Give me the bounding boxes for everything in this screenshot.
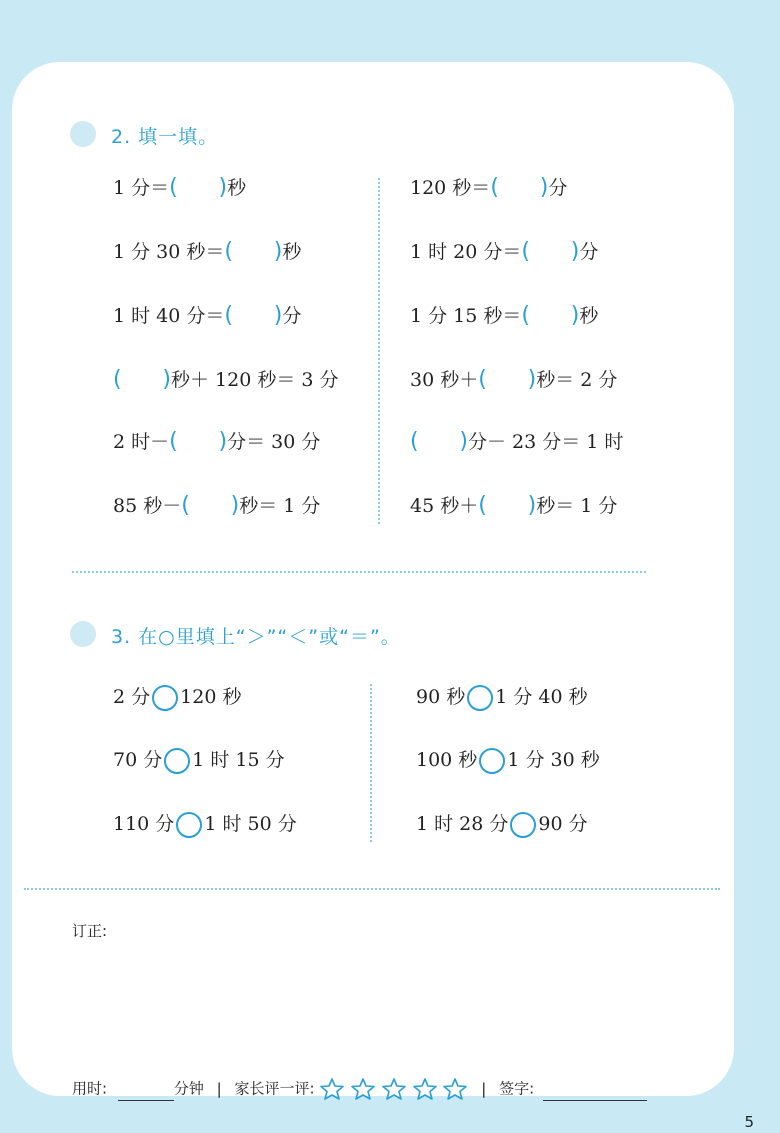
s2-right-6-pre: 45 秒＋ [410,495,479,517]
answer-blank[interactable]: ( ) [478,367,537,392]
answer-blank[interactable]: ( ) [521,239,580,264]
correction-label: 订正: [72,922,108,940]
compare-circle[interactable] [479,748,505,774]
answer-blank[interactable]: ( ) [478,493,537,518]
answer-blank[interactable]: ( ) [113,367,171,392]
compare-circle[interactable] [164,748,190,774]
signature-label: 签字: [499,1079,535,1098]
answer-blank[interactable]: ( ) [490,175,549,200]
s2-left-row-6 [113,492,320,520]
answer-blank[interactable]: ( ) [521,303,580,328]
s2-left-row-2 [113,238,301,266]
s2-right-row-1 [410,174,567,202]
time-unit: 分钟 [173,1079,204,1098]
signature-input[interactable] [543,1084,647,1101]
section-2-title: 2. 填一填。 [111,126,219,148]
s2-left-1-pre: 1 分＝ [113,177,170,199]
s3-right-2-post: 1 分 30 秒 [507,749,600,771]
s2-right-row-4 [410,366,617,394]
time-input[interactable] [118,1084,174,1101]
section-3-divider [370,684,372,842]
answer-blank[interactable]: ( ) [224,303,283,328]
s3-right-1-pre: 90 秒 [416,686,466,708]
star-icon[interactable] [381,1077,407,1101]
s2-right-row-3 [410,302,598,330]
s3-left-row-1 [113,683,241,711]
s2-right-1-post: 分 [548,177,568,199]
s2-left-6-post: 秒＝ 1 分 [239,495,321,517]
parent-rating-label: 家长评一评: [234,1079,315,1098]
section-2-divider [378,178,380,524]
star-icon[interactable] [350,1077,376,1101]
time-label: 用时: [72,1079,108,1098]
answer-blank[interactable]: ( ) [169,429,228,454]
footer-bar [72,1077,647,1101]
answer-blank[interactable]: ( ) [169,175,228,200]
s2-right-row-6 [410,492,617,520]
s3-left-2-pre: 70 分 [113,749,163,771]
page-number: 5 [744,1113,754,1131]
section-2-bullet [70,121,96,147]
s2-right-2-post: 分 [579,241,599,263]
s3-left-row-2 [113,746,285,774]
compare-circle[interactable] [176,812,202,838]
compare-circle[interactable] [467,685,493,711]
correction-separator [24,888,720,890]
section-3-title: 3. 在○里填上“＞”“＜”或“＝”。 [111,626,401,648]
s3-left-2-post: 1 时 15 分 [192,749,285,771]
star-icon[interactable] [319,1077,345,1101]
s3-right-2-pre: 100 秒 [416,749,478,771]
s3-right-row-1 [416,683,588,711]
s2-right-2-pre: 1 时 20 分＝ [410,241,522,263]
section-separator [72,571,646,573]
s2-left-5-pre: 2 时－ [113,431,170,453]
s3-right-row-2 [416,746,600,774]
answer-blank[interactable]: ( ) [181,493,240,518]
s3-left-1-post: 120 秒 [180,686,242,708]
s3-right-3-post: 90 分 [538,813,588,835]
s2-left-4-post: 秒＋ 120 秒＝ 3 分 [171,369,339,391]
s2-left-5-post: 分＝ 30 分 [227,431,321,453]
s2-left-6-pre: 85 秒－ [113,495,182,517]
s2-left-row-5 [113,428,320,456]
s2-left-2-pre: 1 分 30 秒＝ [113,241,225,263]
s2-right-1-pre: 120 秒＝ [410,177,491,199]
s3-right-row-3 [416,810,588,838]
s3-left-3-pre: 110 分 [113,813,175,835]
star-icon[interactable] [412,1077,438,1101]
s2-right-4-post: 秒＝ 2 分 [536,369,618,391]
s2-left-3-pre: 1 时 40 分＝ [113,305,225,327]
separator: | [481,1079,487,1098]
s2-left-row-1 [113,174,246,202]
s2-left-3-post: 分 [282,305,302,327]
s2-left-row-3 [113,302,301,330]
s2-right-row-5 [410,428,623,456]
s2-right-5-post: 分－ 23 分＝ 1 时 [468,431,624,453]
star-icon[interactable] [442,1077,468,1101]
s2-right-3-post: 秒 [579,305,599,327]
s3-left-1-pre: 2 分 [113,686,151,708]
section-3-bullet [70,621,96,647]
compare-circle[interactable] [510,812,536,838]
answer-blank[interactable]: ( ) [410,429,468,454]
s3-right-3-pre: 1 时 28 分 [416,813,509,835]
s2-left-row-4 [113,366,339,394]
answer-blank[interactable]: ( ) [224,239,283,264]
correction-area[interactable] [120,915,700,1035]
s2-right-4-pre: 30 秒＋ [410,369,479,391]
s2-right-6-post: 秒＝ 1 分 [536,495,618,517]
s2-left-1-post: 秒 [227,177,247,199]
s2-left-2-post: 秒 [282,241,302,263]
s3-left-row-3 [113,810,297,838]
separator: | [216,1079,222,1098]
s3-right-1-post: 1 分 40 秒 [495,686,588,708]
s2-right-row-2 [410,238,598,266]
compare-circle[interactable] [152,685,178,711]
s2-right-3-pre: 1 分 15 秒＝ [410,305,522,327]
rating-stars [319,1077,468,1101]
s3-left-3-post: 1 时 50 分 [204,813,297,835]
